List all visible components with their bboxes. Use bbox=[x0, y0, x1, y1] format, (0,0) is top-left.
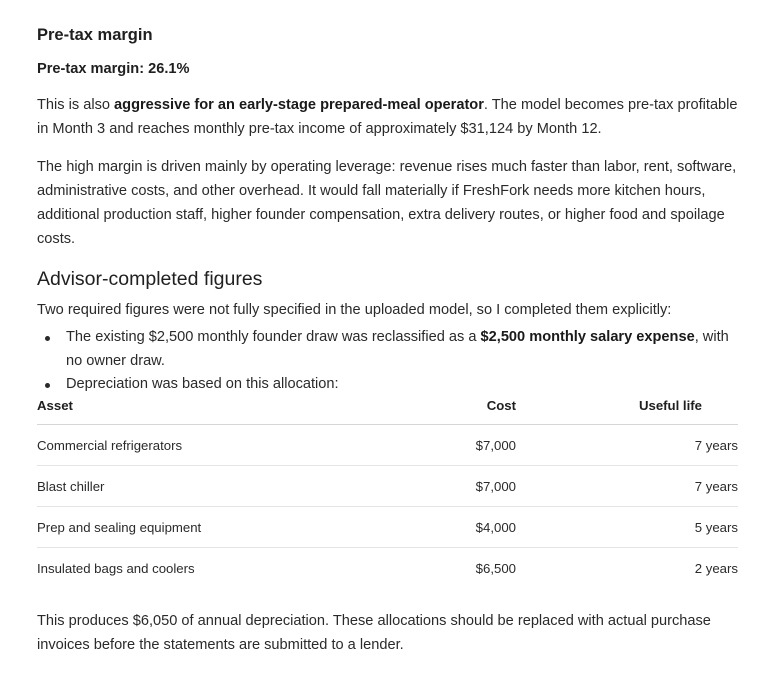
pretax-margin-value: Pre-tax margin: 26.1% bbox=[37, 61, 190, 77]
table-cell-asset: Prep and sealing equipment bbox=[37, 507, 457, 548]
paragraph-depreciation-summary: This produces $6,050 of annual depreciation. These allocations should be replaced with actual purchase invoices before the statements are submitted to a lender. bbox=[37, 613, 711, 653]
table-cell-cost: $6,500 bbox=[475, 560, 516, 576]
bullet-dot-icon bbox=[45, 383, 50, 388]
table-row bbox=[37, 548, 738, 589]
table-cell-useful-life: 5 years bbox=[516, 507, 738, 548]
table-row bbox=[37, 466, 738, 507]
table-cell-asset: Commercial refrigerators bbox=[37, 425, 457, 466]
bold-text: $2,500 monthly salary expense bbox=[480, 329, 695, 345]
paragraph-text: . The model becomes pre-tax profitable in Month 3 and reaches monthly pre-tax income of approximately $31,124 by Month 12. bbox=[37, 97, 738, 137]
bullet-dot-icon bbox=[45, 336, 50, 341]
table-cell-cost: $4,000 bbox=[457, 507, 516, 548]
paragraph-intro: Two required figures were not fully specified in the uploaded model, so I completed them explicitly: bbox=[37, 302, 672, 318]
section-heading-advisor-figures: Advisor-completed figures bbox=[37, 268, 263, 290]
table-cell-cost: $7,000 bbox=[457, 466, 516, 507]
depreciation-table bbox=[37, 398, 738, 588]
column-header-cost: Cost bbox=[457, 398, 516, 425]
list-item-text: , with no owner draw. bbox=[66, 329, 729, 369]
bullet-list bbox=[37, 326, 738, 397]
table-cell-asset: Blast chiller bbox=[37, 466, 457, 507]
paragraph-operating-leverage: The high margin is driven mainly by operating leverage: revenue rises much faster than labor, rent, software, administrative costs, and other overhead. It would fall materially if FreshFork needs more kitchen hours, additional production staff, higher founder compensation, extra delivery routes, or higher food and spoilage costs. bbox=[37, 159, 737, 247]
section-heading-pretax-margin: Pre-tax margin bbox=[37, 26, 153, 44]
column-header-useful-life: Useful life bbox=[516, 398, 738, 425]
list-item bbox=[37, 373, 738, 397]
list-item bbox=[37, 326, 738, 373]
table-cell-useful-life: 7 years bbox=[516, 425, 738, 466]
table-row bbox=[37, 507, 738, 548]
table-cell-asset: Insulated bags and coolers bbox=[37, 560, 195, 576]
list-item-text: The existing $2,500 monthly founder draw was reclassified as a bbox=[66, 329, 481, 345]
table-cell-useful-life: 7 years bbox=[516, 466, 738, 507]
table-row bbox=[37, 425, 738, 466]
table-header-row bbox=[37, 398, 738, 425]
list-item-text: Depreciation was based on this allocation: bbox=[66, 376, 339, 392]
bold-text: aggressive for an early-stage prepared-meal operator bbox=[114, 97, 484, 113]
table-cell-cost: $7,000 bbox=[457, 425, 516, 466]
paragraph-aggressive bbox=[37, 93, 738, 141]
table-cell-useful-life: 2 years bbox=[694, 560, 738, 576]
column-header-asset: Asset bbox=[37, 398, 457, 425]
paragraph-text: This is also bbox=[37, 97, 115, 113]
